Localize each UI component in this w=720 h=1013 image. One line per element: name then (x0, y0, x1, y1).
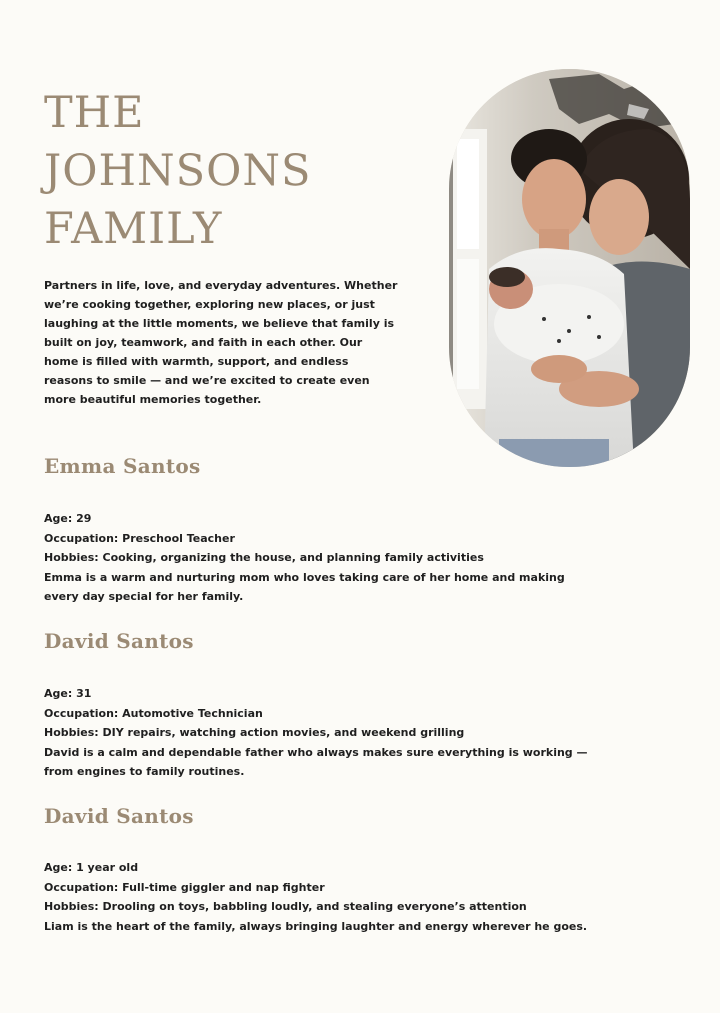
member-hobbies: Hobbies: DIY repairs, watching action movies, and weekend grilling (44, 726, 465, 739)
family-photo-icon (449, 69, 690, 467)
member-details (44, 509, 574, 607)
member-name: Emma Santos (44, 454, 201, 478)
member-bio: Liam is the heart of the family, always bringing laughter and energy wherever he goes. (44, 919, 588, 933)
intro-paragraph: Partners in life, love, and everyday adventures. Whether we’re cooking together, exploring new places, or just laughing at the little moments, we believe that family is built on joy, teamwork, and faith in each other. Our home is filled with warmth, support, and endless reasons to smile — and we’re excited to create even more beautiful memories together. (44, 279, 398, 406)
member-hobbies: Hobbies: Drooling on toys, babbling loudly, and stealing everyone’s attention (44, 900, 527, 913)
member-bio: Emma is a warm and nurturing mom who loves taking care of her home and making every day special for her family. (44, 570, 565, 603)
page-title (44, 84, 424, 258)
member-details (44, 858, 604, 936)
family-photo (449, 69, 690, 467)
member-age: Age: 31 (44, 687, 92, 700)
member-name: David Santos (44, 804, 194, 828)
member-occupation: Occupation: Automotive Technician (44, 706, 263, 720)
member-occupation: Occupation: Preschool Teacher (44, 531, 235, 545)
member-name: David Santos (44, 629, 194, 653)
member-age: Age: 1 year old (44, 861, 139, 874)
member-occupation: Occupation: Full-time giggler and nap fighter (44, 880, 325, 894)
member-hobbies: Hobbies: Cooking, organizing the house, and planning family activities (44, 551, 484, 564)
member-age: Age: 29 (44, 512, 92, 525)
title-line-1: THE JOHNSONS (44, 88, 312, 196)
title-line-2: FAMILY (44, 204, 223, 254)
member-details (44, 684, 594, 782)
member-bio: David is a calm and dependable father who always makes sure everything is working — from engines to family routines. (44, 745, 588, 778)
